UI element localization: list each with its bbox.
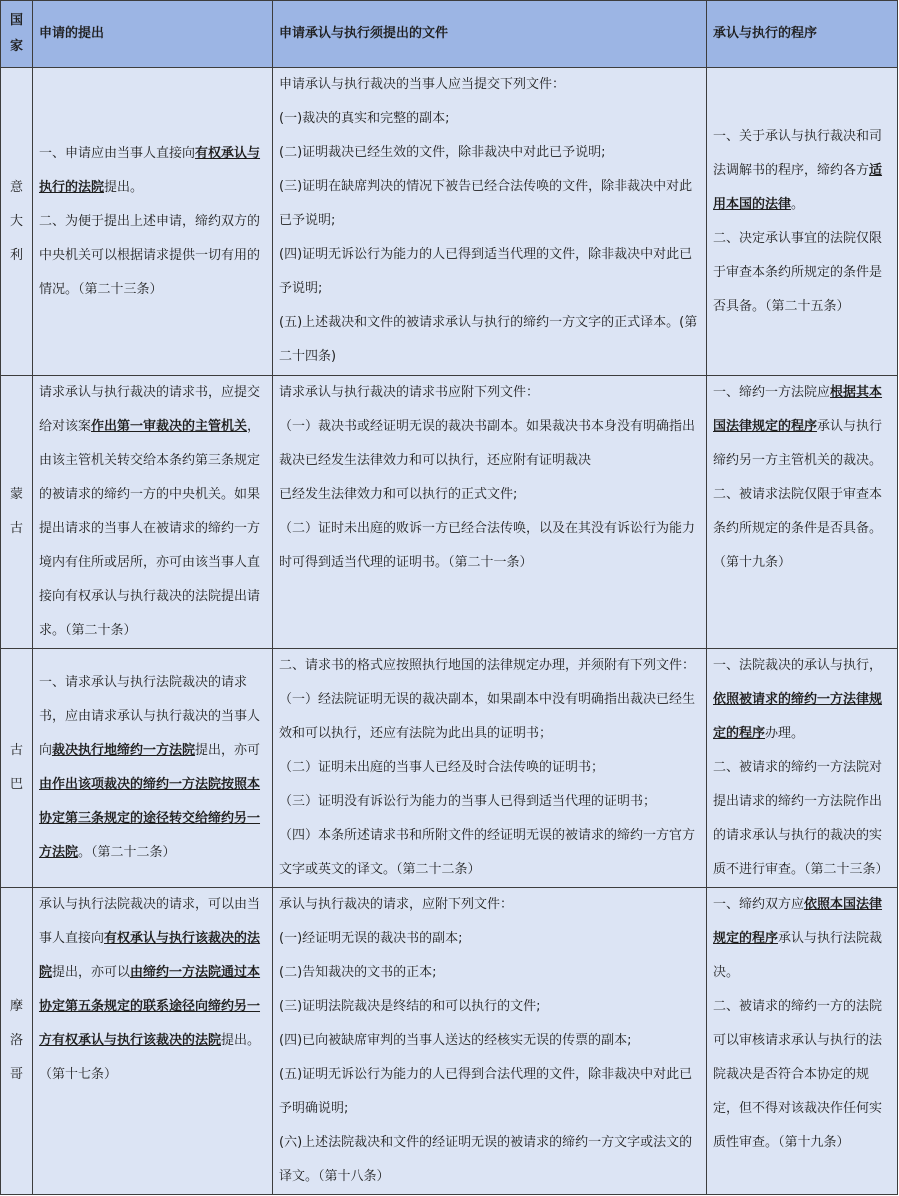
cell-paragraph xyxy=(279,888,700,922)
documents-cell xyxy=(273,376,707,649)
cell-paragraph xyxy=(279,819,700,887)
cell-paragraph xyxy=(39,888,266,1092)
text-segment: （二）证明未出庭的当事人已经及时合法传唤的证明书； xyxy=(279,760,605,775)
cell-paragraph xyxy=(279,376,700,410)
cell-paragraph xyxy=(279,68,700,102)
text-segment: 二、被请求的缔约一方法院对提出请求的缔约一方法院作出的请求承认与执行的裁决的实质不进行审查。（第二十三条） xyxy=(713,760,889,877)
header-documents: 申请承认与执行须提出的文件 xyxy=(273,1,707,68)
cell-paragraph xyxy=(713,990,891,1160)
text-segment: 申请承认与执行裁决的当事人应当提交下列文件： xyxy=(279,77,566,92)
cell-paragraph xyxy=(39,137,266,205)
submission-cell xyxy=(33,649,273,888)
cell-paragraph xyxy=(279,512,700,580)
cell-paragraph xyxy=(279,170,700,238)
text-segment: 一、缔约一方法院应 xyxy=(713,385,831,400)
text-segment: (二)告知裁决的文书的正本; xyxy=(279,965,437,980)
header-country: 国家 xyxy=(1,1,33,68)
documents-cell xyxy=(273,888,707,1195)
text-segment: 办理。 xyxy=(765,726,805,741)
cell-paragraph xyxy=(713,478,891,580)
cell-paragraph xyxy=(279,478,700,512)
text-segment: 。（第二十二条） xyxy=(78,845,176,860)
text-segment: (三)证明法院裁决是终结的和可以执行的文件; xyxy=(279,999,541,1014)
cell-paragraph xyxy=(279,649,700,683)
table-row xyxy=(1,68,898,376)
text-segment: (一)裁决的真实和完整的副本; xyxy=(279,111,450,126)
country-cell: 古 巴 xyxy=(1,649,33,888)
cell-paragraph xyxy=(279,751,700,785)
emphasis-text: 由作出该项裁决的缔约一方法院按照本协定第三条规定的途径转交给缔约另一方法院 xyxy=(39,777,261,860)
header-submission: 申请的提出 xyxy=(33,1,273,68)
submission-cell xyxy=(33,68,273,376)
text-segment: (五)证明无诉讼行为能力的人已得到合法代理的文件，除非裁决中对此已予明确说明; xyxy=(279,1067,693,1116)
country-cell: 蒙 古 xyxy=(1,376,33,649)
submission-cell xyxy=(33,376,273,649)
emphasis-text: 依照本国法律规定的程序 xyxy=(713,897,883,946)
text-segment: (四)已向被缺席审判的当事人送达的经核实无误的传票的副本; xyxy=(279,1033,632,1048)
cell-paragraph xyxy=(713,888,891,990)
emphasis-text: 适用本国的法律 xyxy=(713,162,883,212)
table-header-row xyxy=(1,1,898,68)
text-segment: （三）证明没有诉讼行为能力的当事人已得到适当代理的证明书； xyxy=(279,794,657,809)
text-segment: ，由该主管机关转交给本条约第三条规定的被请求的缔约一方的中央机关。如果提出请求的当事人在被请求的缔约一方境内有住所或居所，亦可由该当事人直接向有权承认与执行裁决的法院提出请求。（第二十条） xyxy=(39,419,261,638)
text-segment: 一、申请应由当事人直接向 xyxy=(39,145,196,161)
cell-paragraph xyxy=(279,956,700,990)
cell-paragraph xyxy=(39,376,266,648)
cell-paragraph xyxy=(279,1058,700,1126)
documents-cell xyxy=(273,68,707,376)
text-segment: 二、请求书的格式应按照执行地国的法律规定办理，并须附有下列文件： xyxy=(279,658,696,673)
emphasis-text: 有权承认与执行的法院 xyxy=(39,145,261,195)
cell-paragraph xyxy=(713,751,891,887)
text-segment: 一、法院裁决的承认与执行， xyxy=(713,658,883,673)
cell-paragraph xyxy=(279,1024,700,1058)
text-segment: 二、为便于提出上述申请，缔约双方的中央机关可以根据请求提供一切有用的情况。（第二十三条） xyxy=(39,213,261,297)
emphasis-text: 有权承认与执行该裁决的法院 xyxy=(39,931,261,980)
cell-paragraph xyxy=(279,136,700,170)
text-segment: （二）证时未出庭的败诉一方已经合法传唤，以及在其没有诉讼行为能力时可得到适当代理的证明书。（第二十一条） xyxy=(279,521,696,570)
text-segment: 二、被请求法院仅限于审查本条约所规定的条件是否具备。（第十九条） xyxy=(713,487,883,570)
emphasis-text: 由缔约一方法院通过本协定第五条规定的联系途径向缔约另一方有权承认与执行该裁决的法院 xyxy=(39,965,261,1048)
text-segment: (六)上述法院裁决和文件的经证明无误的被请求的缔约一方文字或法文的译文。（第十八条） xyxy=(279,1135,693,1184)
procedure-cell xyxy=(707,68,898,376)
cell-paragraph xyxy=(713,222,891,324)
cell-paragraph xyxy=(279,306,700,374)
procedure-cell xyxy=(707,888,898,1195)
cell-paragraph xyxy=(279,238,700,306)
procedure-cell xyxy=(707,376,898,649)
text-segment: (三)证明在缺席判决的情况下被告已经合法传唤的文件，除非裁决中对此已予说明; xyxy=(279,179,693,228)
country-cell: 摩 洛 哥 xyxy=(1,888,33,1195)
text-segment: (一)经证明无误的裁决书的副本; xyxy=(279,931,463,946)
cell-paragraph xyxy=(713,649,891,751)
text-segment: 一、关于承认与执行裁决和司法调解书的程序，缔约各方 xyxy=(713,128,883,178)
cell-paragraph xyxy=(713,376,891,478)
table-row xyxy=(1,888,898,1195)
text-segment: （一）经法院证明无误的裁决副本，如果副本中没有明确指出裁决已经生效和可以执行，还应有法院为此出具的证明书； xyxy=(279,692,696,741)
text-segment: （一）裁决书或经证明无误的裁决书副本。如果裁决书本身没有明确指出裁决已经发生法律效力和可以执行，还应附有证明裁决 xyxy=(279,419,696,468)
text-segment: 提出，亦可 xyxy=(195,743,261,758)
procedure-cell xyxy=(707,649,898,888)
cell-paragraph xyxy=(279,683,700,751)
text-segment: (二)证明裁决已经生效的文件，除非裁决中对此已予说明; xyxy=(279,145,606,160)
documents-cell xyxy=(273,649,707,888)
text-segment: 一、请求承认与执行法院裁决的请求书，应由请求承认与执行裁决的当事人向 xyxy=(39,675,261,758)
text-segment: 承认与执行裁决的请求，应附下列文件： xyxy=(279,897,514,912)
emphasis-text: 裁决执行地缔约一方法院 xyxy=(52,743,196,758)
text-segment: 已经发生法律效力和可以执行的正式文件; xyxy=(279,487,518,502)
cell-paragraph xyxy=(279,410,700,478)
cell-paragraph xyxy=(279,102,700,136)
cell-paragraph xyxy=(279,990,700,1024)
text-segment: 提出，亦可以 xyxy=(52,965,131,980)
emphasis-text: 依照被请求的缔约一方法律规定的程序 xyxy=(713,692,883,741)
text-segment: 请求承认与执行裁决的请求书应附下列文件： xyxy=(279,385,540,400)
table-row xyxy=(1,649,898,888)
cell-paragraph xyxy=(279,1126,700,1194)
text-segment: （四）本条所述请求书和所附文件的经证明无误的被请求的缔约一方官方文字或英文的译文。（第二十二条） xyxy=(279,828,696,877)
header-procedure: 承认与执行的程序 xyxy=(707,1,898,68)
text-segment: 承认与执行法院裁决。 xyxy=(713,931,883,980)
table-row xyxy=(1,376,898,649)
cell-paragraph xyxy=(39,666,266,870)
text-segment: 提出。（第十七条） xyxy=(39,1033,261,1082)
text-segment: 请求承认与执行裁决的请求书，应提交给对该案 xyxy=(39,385,261,434)
submission-cell xyxy=(33,888,273,1195)
text-segment: 二、被请求的缔约一方的法院可以审核请求承认与执行的法院裁决是否符合本协定的规定，但不得对该裁决作任何实质性审查。（第十九条） xyxy=(713,999,883,1150)
country-cell: 意 大 利 xyxy=(1,68,33,376)
emphasis-text: 作出第一审裁决的主管机关 xyxy=(91,419,248,434)
cell-paragraph xyxy=(39,205,266,307)
text-segment: 提出。 xyxy=(104,179,144,195)
text-segment: 二、决定承认事宜的法院仅限于审查本条约所规定的条件是否具备。（第二十五条） xyxy=(713,230,883,314)
text-segment: (五)上述裁决和文件的被请求承认与执行的缔约一方文字的正式译本。(第二十四条) xyxy=(279,315,698,364)
cell-paragraph xyxy=(279,785,700,819)
text-segment: 。 xyxy=(791,196,805,212)
text-segment: 承认与执行缔约另一方主管机关的裁决。 xyxy=(713,419,883,468)
text-segment: (四)证明无诉讼行为能力的人已得到适当代理的文件，除非裁决中对此已予说明; xyxy=(279,247,693,296)
text-segment: 一、缔约双方应 xyxy=(713,897,805,912)
text-segment: 承认与执行法院裁决的请求，可以由当事人直接向 xyxy=(39,897,261,946)
cell-paragraph xyxy=(279,922,700,956)
emphasis-text: 根据其本国法律规定的程序 xyxy=(713,385,883,434)
cell-paragraph xyxy=(713,120,891,222)
